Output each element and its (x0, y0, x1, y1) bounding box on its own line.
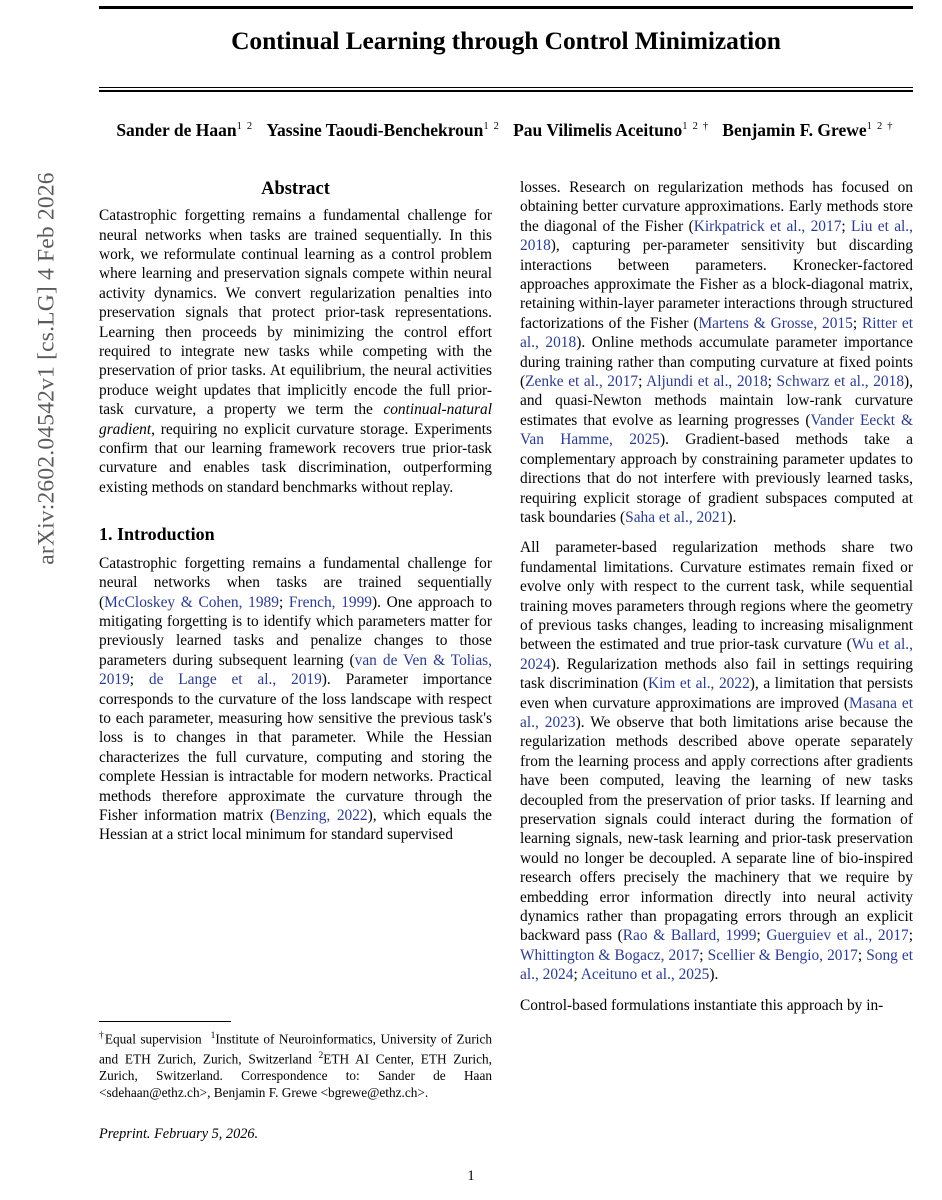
right-column (520, 178, 913, 1015)
author-name: Sander de Haan (116, 120, 237, 140)
intro-paragraph-2: losses. Research on regularization methods has focused on obtaining better curvature approximations. Early methods store the diagonal of the Fisher (Kirkpatrick et al., 2017; Liu et al., 2018), capturing per-parameter sensitivity but discarding interactions between parameters. Kronecker-factored approaches approximate the Fisher as a block-diagonal matrix, retaining within-layer parameter interactions through structured factorizations of the Fisher (Martens & Grosse, 2015; Ritter et al., 2018). Online methods accumulate parameter importance during training rather than computing curvature at fixed points (Zenke et al., 2017; Aljundi et al., 2018; Schwarz et al., 2018), and quasi-Newton methods maintain low-rank curvature estimates that evolve as learning progresses (Vander Eeckt & Van Hamme, 2025). Gradient-based methods take a complementary approach by constraining parameter updates to directions that do not interfere with previously learned tasks, requiring explicit storage of gradient subspaces computed at task boundaries (Saha et al., 2021). (520, 179, 914, 526)
abstract-text (99, 206, 492, 497)
citation-link[interactable]: Schwarz et al., 2018 (776, 373, 905, 391)
left-column (99, 178, 492, 845)
citation-link[interactable]: Rao & Ballard, 1999 (622, 927, 757, 945)
preprint-notice: Preprint. February 5, 2026. (99, 1126, 259, 1142)
author-affiliation-marker: 1 2 (236, 121, 254, 133)
citation-link[interactable]: Martens & Grosse, 2015 (698, 314, 853, 332)
abstract-italic-term: continual-natural gradient (99, 401, 492, 438)
author-affiliation-marker: 1 2 † (866, 121, 894, 133)
footnote-marker-2: 2 (318, 1051, 324, 1062)
header-rule-lower-thick (99, 90, 913, 92)
author-entry (116, 120, 253, 140)
author-affiliation-marker: 1 2 (483, 121, 501, 133)
citation-link[interactable]: Zenke et al., 2017 (525, 373, 639, 391)
citation-link[interactable]: Kirkpatrick et al., 2017 (693, 217, 842, 235)
author-affiliation-marker: 1 2 † (682, 121, 710, 133)
citation-link[interactable]: Whittington & Bogacz, 2017 (520, 946, 700, 964)
citation-link[interactable]: French, 1999 (288, 593, 372, 611)
footnote-text (99, 1028, 492, 1101)
citation-link[interactable]: de Lange et al., 2019 (148, 671, 322, 689)
header-rule-top (99, 6, 913, 9)
citation-link[interactable]: McCloskey & Cohen, 1989 (104, 593, 279, 611)
citation-link[interactable]: Aljundi et al., 2018 (646, 373, 768, 391)
header-rule-lower-thin (99, 87, 913, 88)
citation-link[interactable]: Vander Eeckt & Van Hamme, 2025 (520, 411, 913, 449)
abstract-part-2: , requiring no explicit curvature storage. Experiments confirm that our learning framework recovers true prior-task curvature and enables task discrimination, outperforming existing methods on standard benchmarks without replay. (99, 420, 492, 496)
author-entry (722, 120, 893, 140)
author-name: Yassine Taoudi-Benchekroun (266, 120, 484, 140)
citation-link[interactable]: Kim et al., 2022 (647, 675, 750, 693)
abstract-part-1: Catastrophic forgetting remains a fundamental challenge for neural networks when tasks are trained sequentially. In this work, we reformulate continual learning as a control problem where learning and preservation signals compete within neural activity dynamics. We convert regularization penalties into preservation signals that protect prior-task representations. Learning then proceeds by minimizing the control effort required to integrate new tasks while competing with the preservation of prior tasks. At equilibrium, the neural activities produce weight updates that implicitly encode the full prior-task curvature, a property we term the (99, 207, 492, 419)
footnote-dagger-marker: † (99, 1031, 105, 1041)
section-heading-introduction: 1. Introduction (99, 524, 215, 545)
footnote-block (99, 1028, 492, 1101)
citation-link[interactable]: Aceituno et al., 2025 (580, 966, 710, 984)
author-name: Benjamin F. Grewe (722, 120, 867, 140)
citation-link[interactable]: Scellier & Bengio, 2017 (707, 946, 858, 964)
abstract-heading: Abstract (261, 179, 330, 199)
arxiv-stamp: arXiv:2602.04542v1 [cs.LG] 4 Feb 2026 (33, 172, 60, 565)
citation-link[interactable]: Saha et al., 2021 (625, 508, 728, 526)
citation-link[interactable]: Masana et al., 2023 (520, 694, 913, 731)
page-number: 1 (467, 1168, 475, 1184)
author-entry (266, 120, 500, 140)
citation-link[interactable]: Liu et al., 2018 (520, 217, 913, 255)
author-list (75, 120, 935, 141)
footnote-affiliation-1: Institute of Neuroinformatics, University of Zurich and ETH Zurich, Zurich, Switzerland (99, 1031, 493, 1067)
citation-link[interactable]: Ritter et al., 2018 (520, 314, 914, 352)
intro-paragraph-4: Control-based formulations instantiate this approach by in- (520, 996, 884, 1014)
intro-paragraph-1: Catastrophic forgetting remains a fundamental challenge for neural networks when tasks are trained sequentially (McCloskey & Cohen, 1989; French, 1999). One approach to mitigating forgetting is to identify which parameters matter for previously learned tasks and penalize changes to those parameters during subsequent learning (van de Ven & Tolias, 2019; de Lange et al., 2019). Parameter importance corresponds to the curvature of the loss landscape with respect to each parameter, measuring how sensitive the previous task's loss is to changes in that parameter. While the Hessian characterizes the full curvature, computing and storing the complete Hessian is intractable for modern networks. Practical methods therefore approximate the curvature through the Fisher information matrix (Benzing, 2022), which equals the Hessian at a strict local minimum for standard supervised (99, 554, 493, 844)
citation-link[interactable]: Song et al., 2024 (520, 946, 914, 984)
footnote-rule (99, 1021, 231, 1022)
footnote-affiliation-2: ETH AI Center, ETH Zurich, Zurich, Switzerland. Correspondence to: Sander de Haan <sdehaan@ethz.ch>, Benjamin F. Grewe <bgrewe@ethz.ch>. (99, 1051, 492, 1100)
page-title: Continual Learning through Control Minimization (231, 26, 781, 55)
citation-link[interactable]: van de Ven & Tolias, 2019 (99, 651, 493, 689)
footnote-equal-supervision: Equal supervision (104, 1031, 202, 1047)
citation-link[interactable]: Wu et al., 2024 (520, 636, 913, 673)
footnote-marker-1: 1 (210, 1031, 216, 1041)
citation-link[interactable]: Benzing, 2022 (275, 806, 368, 824)
citation-link[interactable]: Guerguiev et al., 2017 (766, 927, 909, 945)
intro-paragraph-3: All parameter-based regularization methods share two fundamental limitations. Curvature estimates remain fixed or evolve only with respect to the current task, while sequential training moves parameters through regions where the geometry of previous tasks changes, leading to increasing misalignment between the estimated and true prior-task curvature (Wu et al., 2024). Regularization methods also fail in settings requiring task discrimination (Kim et al., 2022), a limitation that persists even when curvature approximations are improved (Masana et al., 2023). We observe that both limitations arise because the regularization methods described above operate separately from the learning process and apply corrections after gradients have been computed, leaving the learning of new tasks decoupled from the preservation of prior tasks. If learning and preservation signals could interact during the formation of learning signals, new-task learning and prior-task preservation would no longer be decoupled. A separate line of bio-inspired research offers precisely the machinery that we require by embedding error information directly into neural activity dynamics rather than propagating errors through an explicit backward pass (Rao & Ballard, 1999; Guerguiev et al., 2017; Whittington & Bogacz, 2017; Scellier & Bengio, 2017; Song et al., 2024; Aceituno et al., 2025). (520, 539, 914, 984)
author-entry (513, 120, 709, 140)
author-name: Pau Vilimelis Aceituno (513, 120, 683, 140)
